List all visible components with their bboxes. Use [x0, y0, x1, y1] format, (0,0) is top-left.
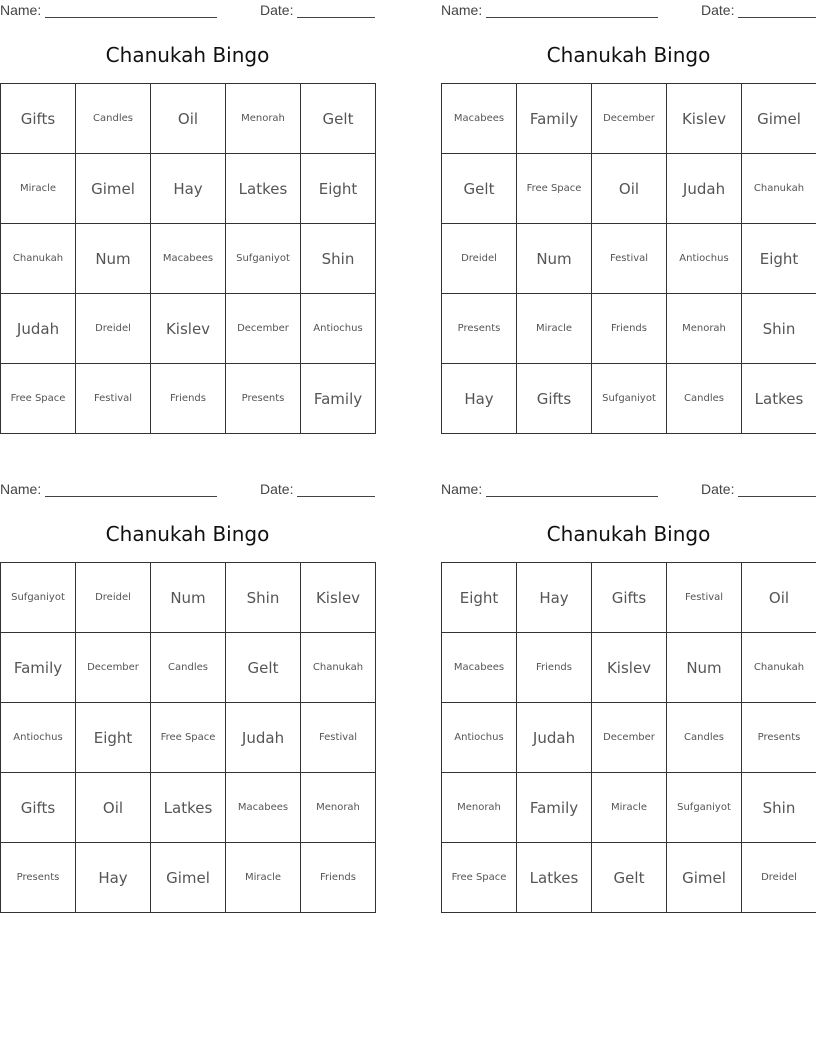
bingo-cell[interactable]: December — [76, 633, 151, 703]
bingo-cell[interactable]: Kislev — [667, 84, 742, 154]
bingo-cell[interactable]: Antiochus — [301, 294, 376, 364]
bingo-cell[interactable]: Eight — [442, 563, 517, 633]
bingo-cell[interactable]: Candles — [76, 84, 151, 154]
bingo-card — [441, 0, 816, 408]
bingo-cell[interactable]: Oil — [592, 154, 667, 224]
bingo-cell[interactable]: Free Space — [517, 154, 592, 224]
bingo-cell[interactable]: Hay — [517, 563, 592, 633]
bingo-cell[interactable]: Candles — [667, 364, 742, 434]
bingo-cell[interactable]: Chanukah — [301, 633, 376, 703]
bingo-cell[interactable]: Miracle — [517, 294, 592, 364]
date-label: Date: — [701, 481, 735, 497]
name-write-line[interactable] — [45, 496, 217, 497]
bingo-cell[interactable]: Chanukah — [1, 224, 76, 294]
bingo-cell[interactable]: Gimel — [742, 84, 816, 154]
card-title: Chanukah Bingo — [105, 522, 270, 546]
bingo-cell[interactable]: Festival — [592, 224, 667, 294]
bingo-cell[interactable]: Sufganiyot — [592, 364, 667, 434]
bingo-cell[interactable]: Family — [1, 633, 76, 703]
bingo-row — [1, 773, 376, 843]
bingo-cell[interactable]: Judah — [226, 703, 301, 773]
bingo-cell[interactable]: Judah — [517, 703, 592, 773]
bingo-cell[interactable]: Dreidel — [76, 563, 151, 633]
bingo-row — [442, 773, 816, 843]
bingo-cell[interactable]: Gimel — [151, 843, 226, 913]
bingo-cell[interactable]: Sufganiyot — [667, 773, 742, 843]
date-label: Date: — [701, 2, 735, 18]
name-date-row — [0, 479, 375, 501]
bingo-cell[interactable]: Oil — [151, 84, 226, 154]
bingo-cell[interactable]: Free Space — [151, 703, 226, 773]
name-label: Name: — [441, 2, 483, 18]
bingo-cell[interactable]: Shin — [742, 773, 816, 843]
bingo-cell[interactable]: Eight — [742, 224, 816, 294]
bingo-cell[interactable]: Family — [301, 364, 376, 434]
bingo-cell[interactable]: Latkes — [742, 364, 816, 434]
bingo-row — [1, 224, 376, 294]
card-title: Chanukah Bingo — [546, 43, 711, 67]
bingo-cell[interactable]: Menorah — [667, 294, 742, 364]
bingo-cell[interactable]: Num — [667, 633, 742, 703]
bingo-grid — [441, 83, 816, 434]
bingo-cell[interactable]: Gelt — [301, 84, 376, 154]
bingo-card — [441, 479, 816, 887]
name-label: Name: — [441, 481, 483, 497]
card-title: Chanukah Bingo — [546, 522, 711, 546]
bingo-cell[interactable]: Gimel — [76, 154, 151, 224]
bingo-cell[interactable]: Eight — [301, 154, 376, 224]
bingo-card — [0, 0, 375, 408]
bingo-row — [1, 633, 376, 703]
bingo-cell[interactable]: Macabees — [151, 224, 226, 294]
bingo-card — [0, 479, 375, 887]
date-write-line[interactable] — [738, 17, 816, 18]
bingo-cell[interactable]: Presents — [1, 843, 76, 913]
bingo-cell[interactable]: December — [226, 294, 301, 364]
bingo-cell[interactable]: Shin — [226, 563, 301, 633]
bingo-cell[interactable]: Miracle — [226, 843, 301, 913]
bingo-cell[interactable]: Free Space — [1, 364, 76, 434]
bingo-row — [442, 84, 816, 154]
date-write-line[interactable] — [297, 496, 375, 497]
name-write-line[interactable] — [486, 17, 658, 18]
bingo-cell[interactable]: Oil — [76, 773, 151, 843]
bingo-cell[interactable]: Gifts — [1, 84, 76, 154]
bingo-cell[interactable]: Antiochus — [667, 224, 742, 294]
bingo-cell[interactable]: Judah — [667, 154, 742, 224]
card-title: Chanukah Bingo — [105, 43, 270, 67]
date-label: Date: — [260, 481, 294, 497]
bingo-cell[interactable]: Gifts — [517, 364, 592, 434]
bingo-cell[interactable]: Num — [76, 224, 151, 294]
bingo-cell[interactable]: Latkes — [517, 843, 592, 913]
bingo-cell[interactable]: Macabees — [442, 633, 517, 703]
bingo-cell[interactable]: Gelt — [226, 633, 301, 703]
bingo-grid — [0, 83, 376, 434]
bingo-cell[interactable]: Family — [517, 84, 592, 154]
bingo-cell[interactable]: Gifts — [592, 563, 667, 633]
bingo-cell[interactable]: Presents — [226, 364, 301, 434]
bingo-cell[interactable]: Family — [517, 773, 592, 843]
bingo-row — [442, 294, 816, 364]
bingo-cell[interactable]: Latkes — [151, 773, 226, 843]
bingo-cell[interactable]: Judah — [1, 294, 76, 364]
bingo-row — [1, 703, 376, 773]
bingo-cell[interactable]: Festival — [76, 364, 151, 434]
bingo-cell[interactable]: December — [592, 84, 667, 154]
name-date-row — [441, 0, 816, 22]
bingo-cell[interactable]: Chanukah — [742, 633, 816, 703]
name-label: Name: — [0, 2, 42, 18]
bingo-cell[interactable]: Menorah — [301, 773, 376, 843]
bingo-cell[interactable]: Oil — [742, 563, 816, 633]
bingo-cell[interactable]: Gelt — [592, 843, 667, 913]
bingo-cell[interactable]: Num — [517, 224, 592, 294]
bingo-cell[interactable]: Friends — [592, 294, 667, 364]
bingo-cell[interactable]: Macabees — [226, 773, 301, 843]
bingo-cell[interactable]: Friends — [517, 633, 592, 703]
bingo-cell[interactable]: Antiochus — [1, 703, 76, 773]
bingo-cell[interactable]: Gelt — [442, 154, 517, 224]
bingo-row — [442, 703, 816, 773]
bingo-cell[interactable]: Shin — [742, 294, 816, 364]
name-date-row — [441, 479, 816, 501]
bingo-row — [1, 154, 376, 224]
bingo-row — [442, 633, 816, 703]
bingo-row — [442, 843, 816, 913]
bingo-cell[interactable]: Candles — [667, 703, 742, 773]
bingo-cell[interactable]: Friends — [301, 843, 376, 913]
bingo-cell[interactable]: Friends — [151, 364, 226, 434]
bingo-grid — [0, 562, 376, 913]
bingo-cell[interactable]: Festival — [667, 563, 742, 633]
name-write-line[interactable] — [486, 496, 658, 497]
bingo-cell[interactable]: Hay — [76, 843, 151, 913]
bingo-cell[interactable]: Menorah — [226, 84, 301, 154]
bingo-row — [442, 224, 816, 294]
bingo-row — [1, 843, 376, 913]
bingo-cell[interactable]: Shin — [301, 224, 376, 294]
bingo-cell[interactable]: Candles — [151, 633, 226, 703]
bingo-row — [1, 84, 376, 154]
bingo-cell[interactable]: Sufganiyot — [1, 563, 76, 633]
date-write-line[interactable] — [297, 17, 375, 18]
bingo-cell[interactable]: Dreidel — [442, 224, 517, 294]
date-label: Date: — [260, 2, 294, 18]
bingo-cell[interactable]: Chanukah — [742, 154, 816, 224]
bingo-cell[interactable]: Antiochus — [442, 703, 517, 773]
bingo-cell[interactable]: Presents — [442, 294, 517, 364]
bingo-cell[interactable]: Kislev — [151, 294, 226, 364]
bingo-row — [442, 563, 816, 633]
bingo-cell[interactable]: Sufganiyot — [226, 224, 301, 294]
bingo-cell[interactable]: Kislev — [592, 633, 667, 703]
bingo-row — [1, 563, 376, 633]
bingo-cell[interactable]: Num — [151, 563, 226, 633]
bingo-cell[interactable]: Latkes — [226, 154, 301, 224]
bingo-cell[interactable]: Festival — [301, 703, 376, 773]
bingo-cell[interactable]: Gimel — [667, 843, 742, 913]
name-date-row — [0, 0, 375, 22]
name-write-line[interactable] — [45, 17, 217, 18]
date-write-line[interactable] — [738, 496, 816, 497]
bingo-cell[interactable]: Kislev — [301, 563, 376, 633]
name-label: Name: — [0, 481, 42, 497]
bingo-cell[interactable]: December — [592, 703, 667, 773]
bingo-cell[interactable]: Eight — [76, 703, 151, 773]
bingo-cell[interactable]: Hay — [442, 364, 517, 434]
bingo-cell[interactable]: Miracle — [592, 773, 667, 843]
bingo-row — [442, 364, 816, 434]
bingo-cell[interactable]: Free Space — [442, 843, 517, 913]
bingo-cell[interactable]: Presents — [742, 703, 816, 773]
bingo-row — [442, 154, 816, 224]
bingo-grid — [441, 562, 816, 913]
bingo-cell[interactable]: Dreidel — [742, 843, 816, 913]
bingo-cell[interactable]: Dreidel — [76, 294, 151, 364]
bingo-cell[interactable]: Miracle — [1, 154, 76, 224]
bingo-row — [1, 294, 376, 364]
bingo-cell[interactable]: Menorah — [442, 773, 517, 843]
bingo-cell[interactable]: Macabees — [442, 84, 517, 154]
bingo-cell[interactable]: Hay — [151, 154, 226, 224]
bingo-row — [1, 364, 376, 434]
bingo-cell[interactable]: Gifts — [1, 773, 76, 843]
